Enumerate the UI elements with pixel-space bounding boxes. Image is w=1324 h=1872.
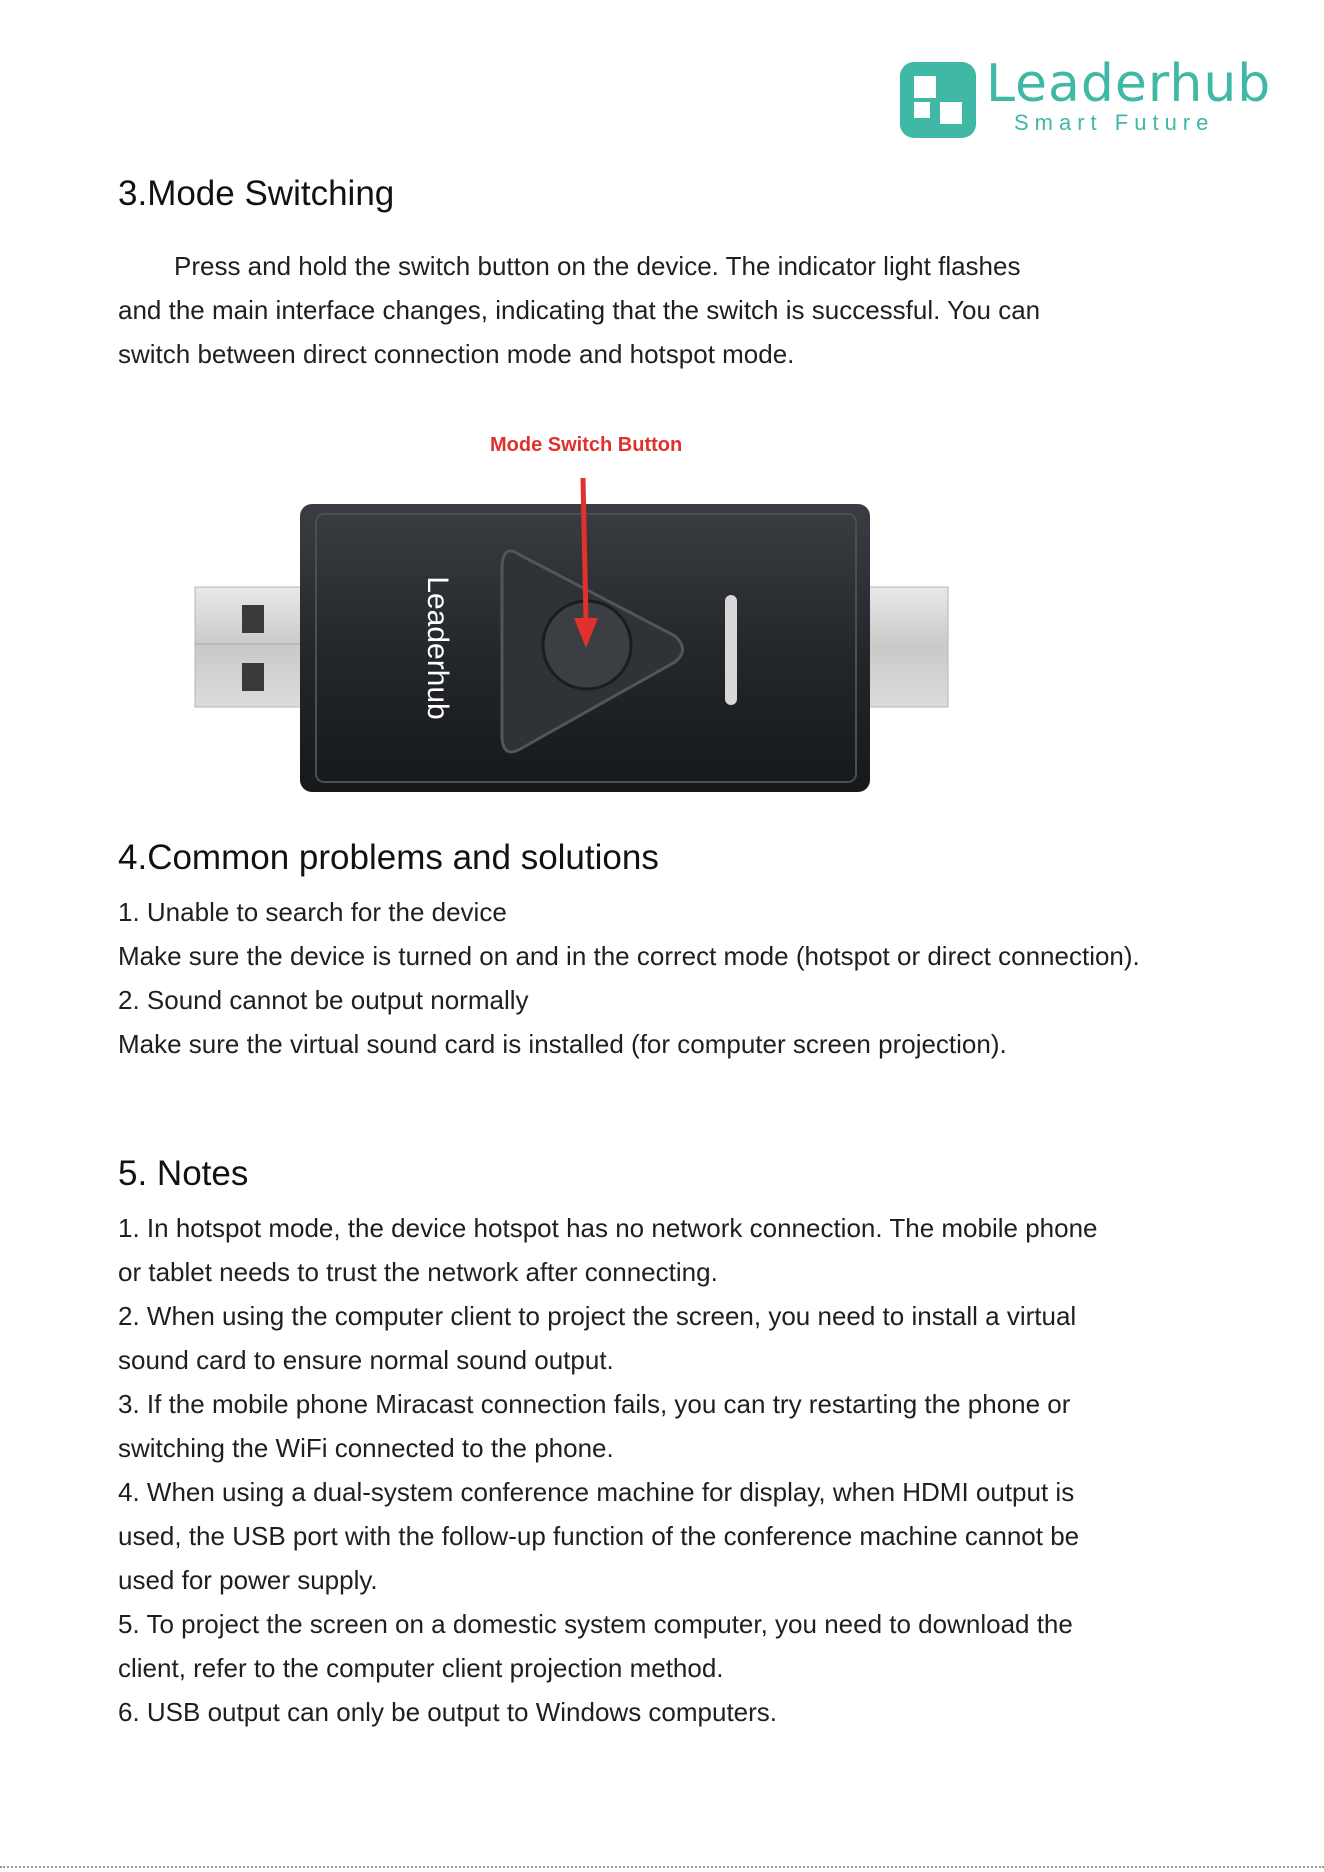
list-item: 2. Sound cannot be output normally <box>118 985 529 1015</box>
page-bottom-divider <box>0 1866 1324 1868</box>
list-item: 6. USB output can only be output to Windows computers. <box>118 1697 778 1727</box>
section-title-notes: 5. Notes <box>118 1154 249 1193</box>
list-item: 1. In hotspot mode, the device hotspot has no network connection. The mobile phone <box>118 1213 1098 1243</box>
callout-arrow <box>583 478 586 620</box>
brand-name: Leaderhub <box>986 54 1272 114</box>
list-item: client, refer to the computer client projection method. <box>118 1653 724 1683</box>
leaderhub-logo-icon <box>900 62 976 138</box>
indicator-light <box>725 595 737 705</box>
list-item: switching the WiFi connected to the phone. <box>118 1433 614 1463</box>
mode-switch-callout: Mode Switch Button <box>490 434 683 456</box>
section-title-common-problems: 4.Common problems and solutions <box>118 838 659 877</box>
paragraph-line: switch between direct connection mode and hotspot mode. <box>118 339 795 369</box>
paragraph-line: Press and hold the switch button on the device. The indicator light flashes <box>174 251 1021 281</box>
paragraph-line: and the main interface changes, indicating that the switch is successful. You can <box>118 295 1041 325</box>
list-item: 2. When using the computer client to project the screen, you need to install a virtual <box>118 1301 1077 1331</box>
list-item: 3. If the mobile phone Miracast connection fails, you can try restarting the phone or <box>118 1389 1071 1419</box>
list-item: 1. Unable to search for the device <box>118 897 507 927</box>
list-item: Make sure the virtual sound card is installed (for computer screen projection). <box>118 1029 1007 1059</box>
mode-switching-paragraph <box>118 244 1218 376</box>
list-item: 5. To project the screen on a domestic system computer, you need to download the <box>118 1609 1073 1639</box>
list-item: or tablet needs to trust the network after connecting. <box>118 1257 718 1287</box>
list-item: 4. When using a dual-system conference machine for display, when HDMI output is <box>118 1477 1075 1507</box>
device-illustration <box>190 430 970 800</box>
usb-c-connector <box>860 587 948 707</box>
common-problems-list <box>118 890 1248 1066</box>
list-item: sound card to ensure normal sound output. <box>118 1345 614 1375</box>
list-item: Make sure the device is turned on and in the correct mode (hotspot or direct connection). <box>118 941 1140 971</box>
brand-tagline: Smart Future <box>1014 110 1215 135</box>
section-title-mode-switching: 3.Mode Switching <box>118 174 395 213</box>
notes-list <box>118 1206 1248 1734</box>
brand-logo <box>900 54 1272 140</box>
list-item: used, the USB port with the follow-up function of the conference machine cannot be <box>118 1521 1080 1551</box>
usb-a-connector <box>195 587 305 707</box>
list-item: used for power supply. <box>118 1565 378 1595</box>
device-brand-label: Leaderhub <box>421 576 454 720</box>
